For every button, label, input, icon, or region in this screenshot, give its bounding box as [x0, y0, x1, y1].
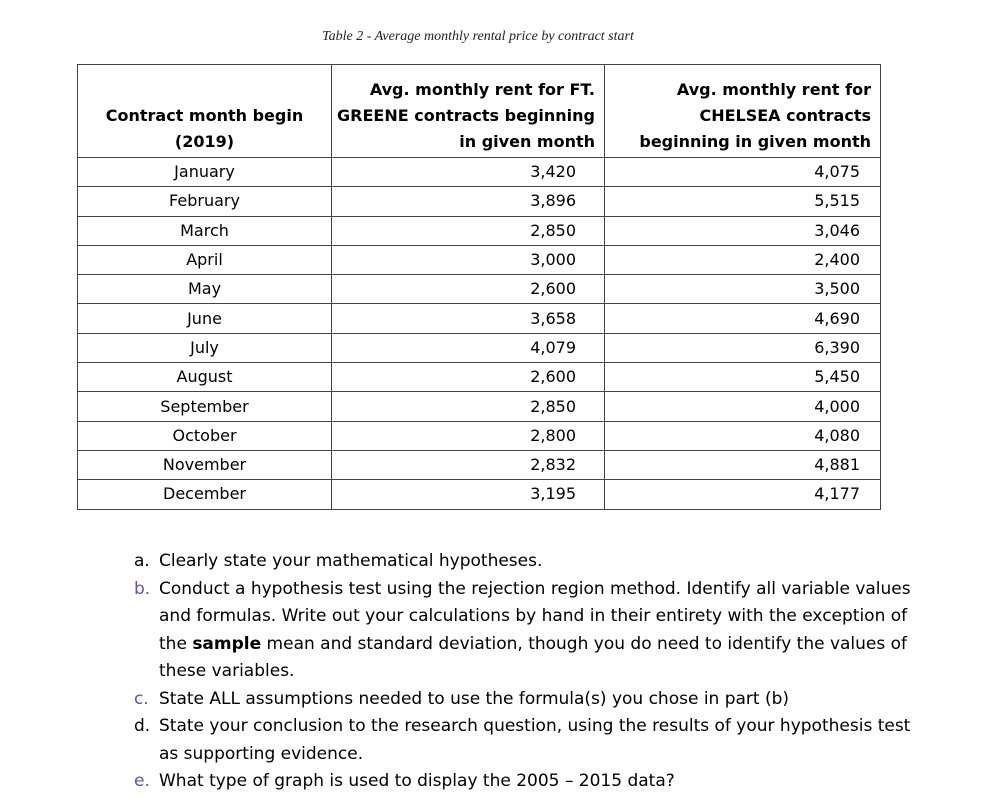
cell-month: July [78, 333, 332, 362]
cell-ft-greene-rent: 2,850 [332, 392, 605, 421]
cell-ft-greene-rent: 2,600 [332, 363, 605, 392]
question-list [134, 548, 924, 796]
question-item [134, 686, 924, 714]
question-item [134, 548, 924, 576]
question-item [134, 576, 924, 686]
table-row [78, 421, 881, 450]
header-line: (2019) [174, 132, 235, 151]
cell-month: June [78, 304, 332, 333]
table-row [78, 158, 881, 187]
cell-ft-greene-rent: 3,420 [332, 158, 605, 187]
cell-chelsea-rent: 5,450 [605, 363, 881, 392]
table-header-row [78, 65, 881, 158]
rent-table [77, 64, 881, 510]
cell-month: February [78, 187, 332, 216]
table-caption: Table 2 - Average monthly rental price by contract start [322, 29, 634, 44]
cell-ft-greene-rent: 3,896 [332, 187, 605, 216]
question-item [134, 768, 924, 796]
cell-ft-greene-rent: 3,658 [332, 304, 605, 333]
cell-chelsea-rent: 4,690 [605, 304, 881, 333]
table-row [78, 275, 881, 304]
header-line: Avg. monthly rent for FT. [369, 80, 595, 99]
cell-chelsea-rent: 4,000 [605, 392, 881, 421]
table-row [78, 333, 881, 362]
question-marker: a. [134, 551, 150, 571]
cell-chelsea-rent: 3,046 [605, 216, 881, 245]
question-emphasis: sample [192, 633, 262, 654]
table-row [78, 187, 881, 216]
question-marker: b. [134, 578, 151, 599]
header-ft-greene [332, 65, 605, 158]
cell-ft-greene-rent: 3,000 [332, 245, 605, 274]
cell-chelsea-rent: 2,400 [605, 245, 881, 274]
cell-ft-greene-rent: 2,850 [332, 216, 605, 245]
table-row [78, 392, 881, 421]
question-marker: d. [134, 716, 151, 736]
table-body [78, 158, 881, 510]
header-contract-month [78, 65, 332, 158]
cell-ft-greene-rent: 4,079 [332, 333, 605, 362]
table-row [78, 245, 881, 274]
table-row [78, 304, 881, 333]
table-row [78, 216, 881, 245]
cell-month: November [78, 450, 332, 479]
question-marker: c. [134, 688, 149, 709]
header-line: Avg. monthly rent for [676, 80, 871, 99]
cell-chelsea-rent: 4,080 [605, 421, 881, 450]
header-line: GREENE contracts beginning [337, 106, 595, 125]
cell-ft-greene-rent: 2,800 [332, 421, 605, 450]
question-text: Clearly state your mathematical hypotheses. [159, 551, 543, 571]
cell-month: October [78, 421, 332, 450]
cell-ft-greene-rent: 3,195 [332, 480, 605, 509]
header-line: Contract month begin [105, 106, 304, 125]
cell-month: December [78, 480, 332, 509]
question-text: What type of graph is used to display the 2005 – 2015 data? [159, 771, 675, 791]
question-text: Conduct a hypothesis test using the rejection region method. Identify all variable values and formulas. Write out your calculations by hand in their entirety with the exception of the [159, 578, 911, 654]
table-row [78, 480, 881, 509]
header-line: in given month [459, 132, 595, 151]
cell-month: April [78, 245, 332, 274]
question-marker: e. [134, 771, 150, 791]
cell-chelsea-rent: 4,075 [605, 158, 881, 187]
question-item [134, 713, 924, 768]
cell-month: September [78, 392, 332, 421]
cell-ft-greene-rent: 2,832 [332, 450, 605, 479]
table-row [78, 363, 881, 392]
header-chelsea [605, 65, 881, 158]
cell-chelsea-rent: 4,177 [605, 480, 881, 509]
cell-month: May [78, 275, 332, 304]
cell-month: March [78, 216, 332, 245]
cell-ft-greene-rent: 2,600 [332, 275, 605, 304]
cell-chelsea-rent: 4,881 [605, 450, 881, 479]
cell-month: August [78, 363, 332, 392]
cell-month: January [78, 158, 332, 187]
question-text: State your conclusion to the research question, using the results of your hypothesis test as supporting evidence. [159, 716, 911, 764]
question-text: State ALL assumptions needed to use the formula(s) you chose in part (b) [159, 688, 790, 709]
cell-chelsea-rent: 5,515 [605, 187, 881, 216]
question-text: mean and standard deviation, though you do need to identify the values of these variables. [159, 633, 908, 681]
cell-chelsea-rent: 6,390 [605, 333, 881, 362]
cell-chelsea-rent: 3,500 [605, 275, 881, 304]
header-line: CHELSEA contracts [699, 106, 871, 125]
table-row [78, 450, 881, 479]
header-line: beginning in given month [639, 132, 871, 151]
